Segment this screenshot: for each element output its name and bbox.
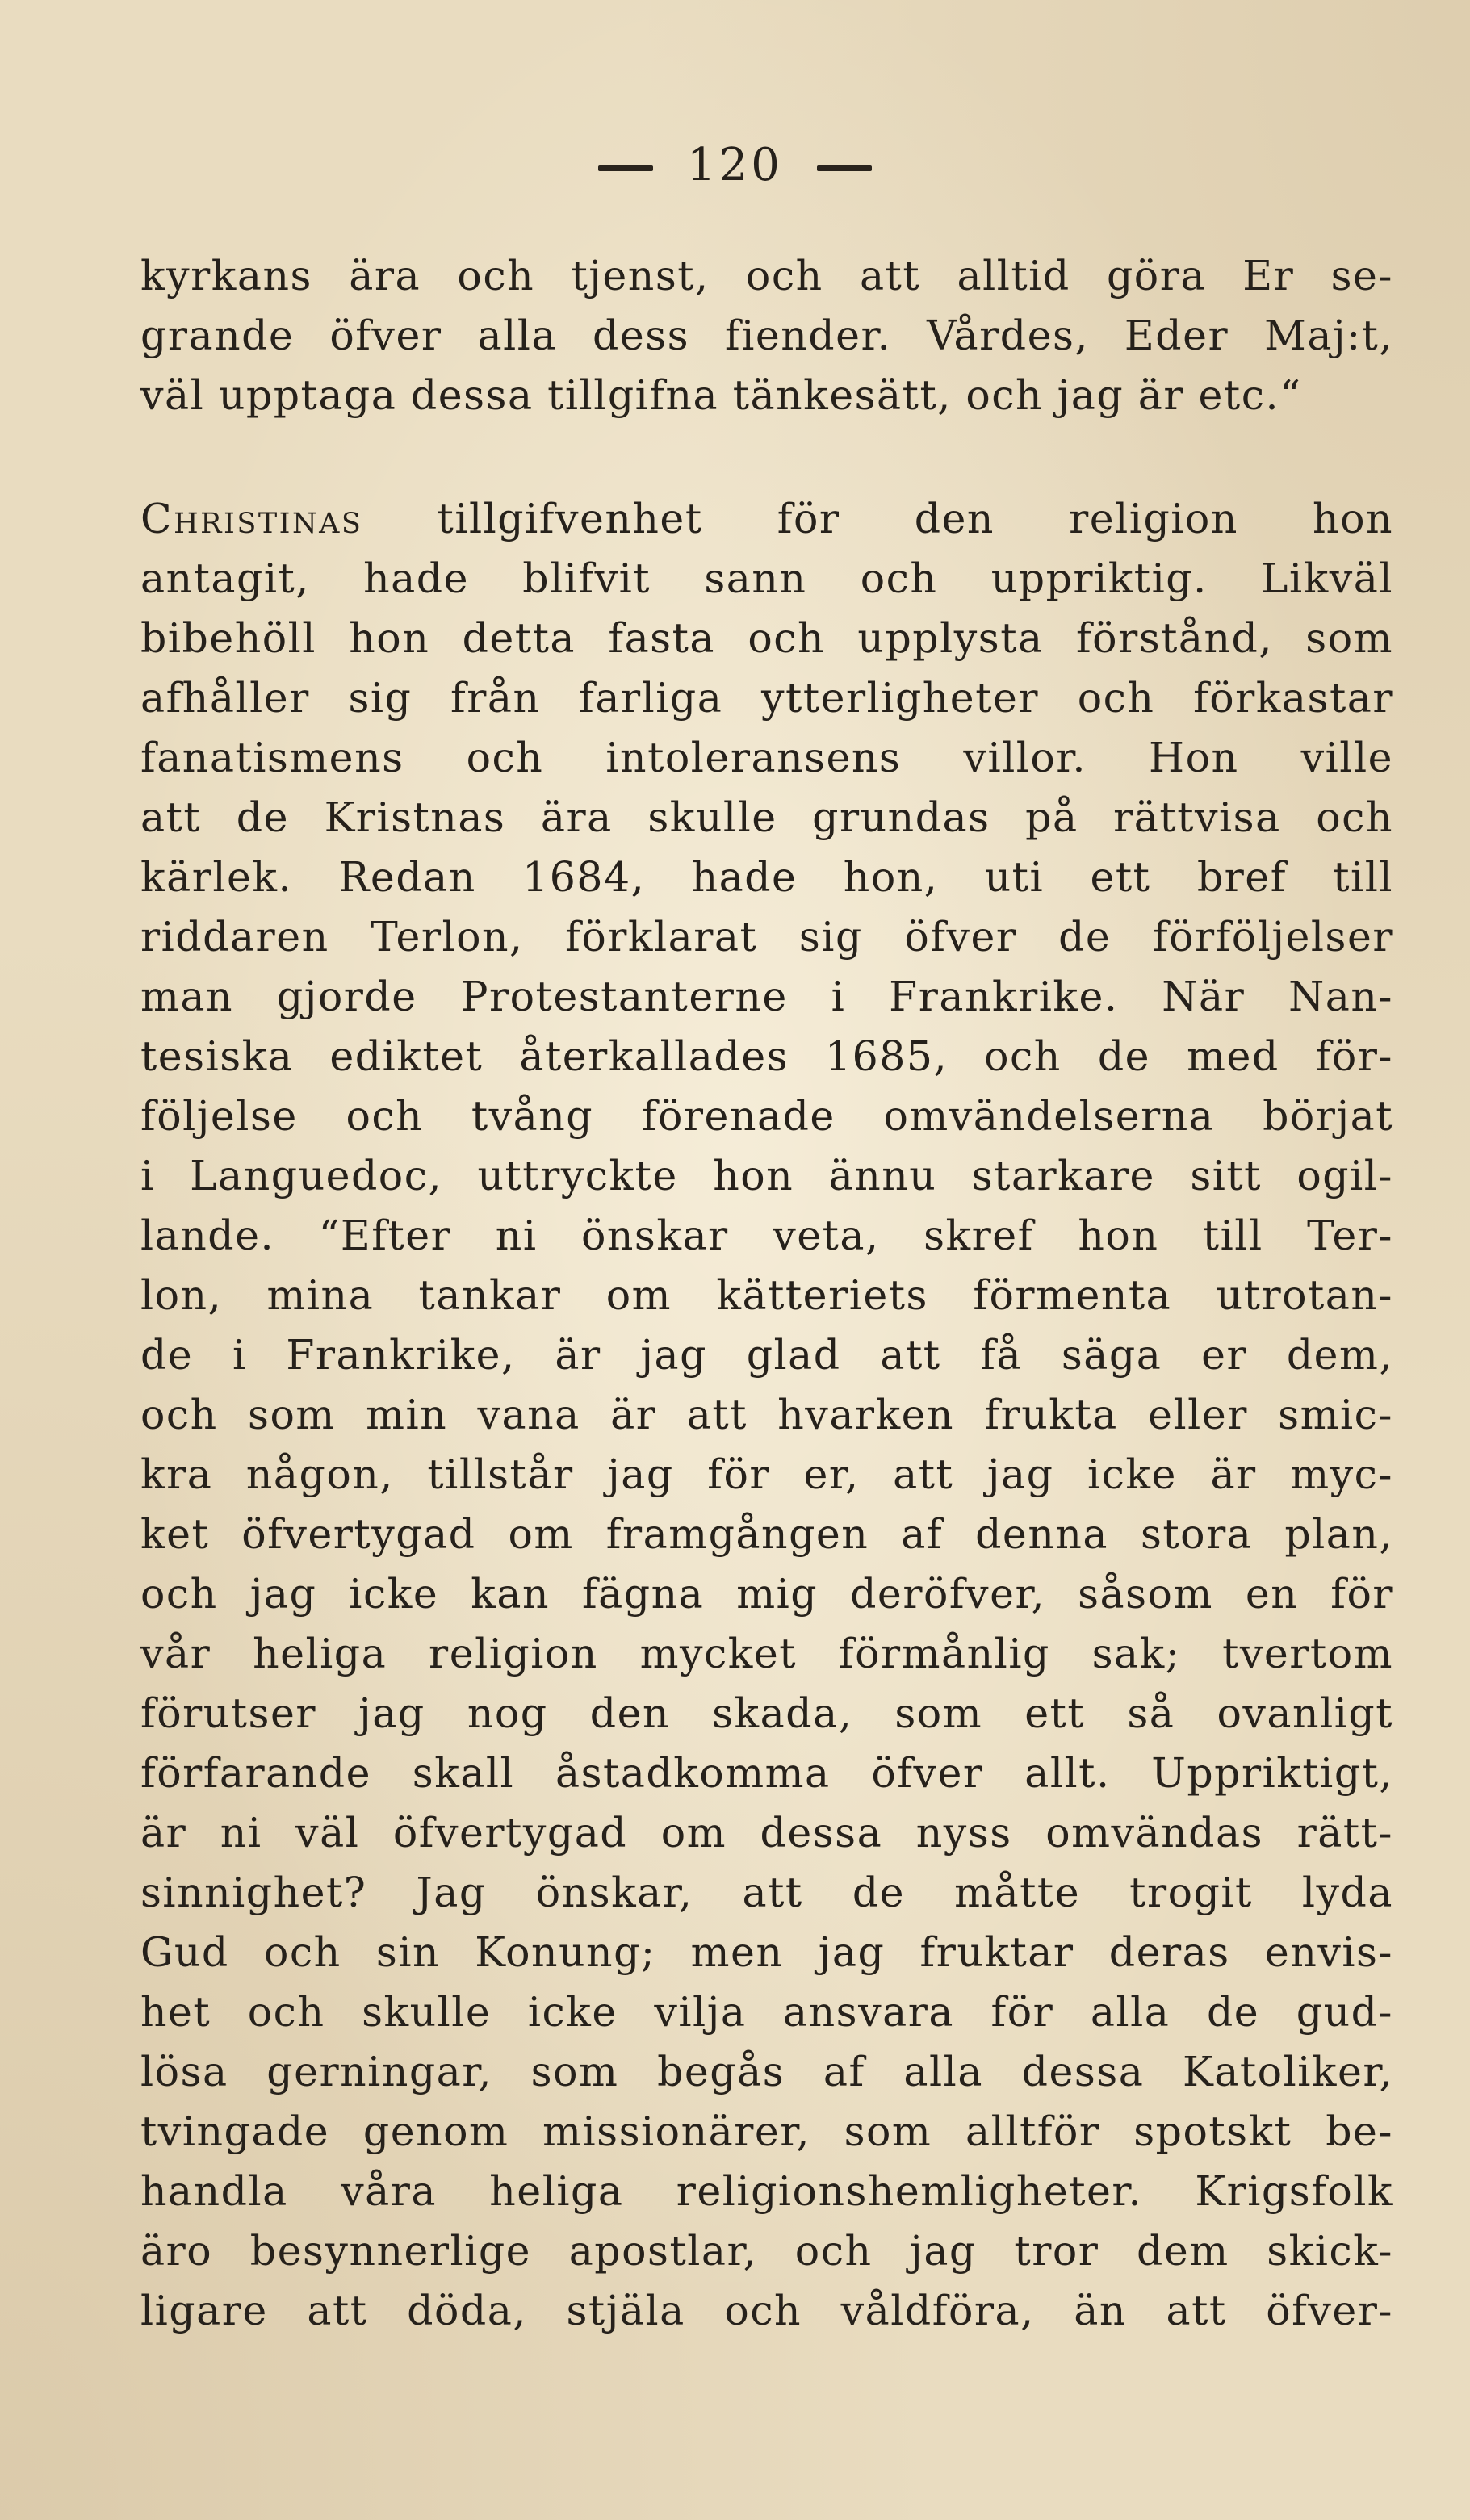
left-dash-ornament: [598, 165, 653, 171]
page-number: 120: [687, 139, 783, 191]
text-line: kra någon, tillstår jag för er, att jag icke är myc-: [140, 1450, 1393, 1498]
text-line: kärlek. Redan 1684, hade hon, uti ett bref till: [140, 853, 1393, 901]
text-line: väl upptaga dessa tillgifna tänkesätt, och jag är etc.“: [140, 371, 1302, 419]
text-line: följelse och tvång förenade omvändelserna börjat: [140, 1092, 1393, 1140]
lead-word: Christinas: [140, 495, 363, 542]
main-paragraph: [140, 489, 1393, 2341]
first-line-rest: tillgifvenhet för den religion hon: [362, 495, 1393, 542]
text-line: ket öfvertygad om framgången af denna stora plan,: [140, 1510, 1393, 1558]
text-line: lösa gerningar, som begås af alla dessa Katoliker,: [140, 2048, 1393, 2095]
text-line-first: [140, 489, 1393, 549]
page-header: [0, 137, 1470, 194]
text-line: de i Frankrike, är jag glad att få säga er dem,: [140, 1331, 1393, 1379]
text-line: bibehöll hon detta fasta och upplysta förstånd, som: [140, 614, 1393, 662]
text-line: grande öfver alla dess fiender. Vårdes, Eder Maj:t,: [140, 312, 1393, 359]
text-line: kyrkans ära och tjenst, och att alltid göra Er se-: [140, 252, 1393, 299]
text-line: Gud och sin Konung; men jag fruktar deras envis-: [140, 1928, 1393, 1976]
text-line: het och skulle icke vilja ansvara för alla de gud-: [140, 1988, 1393, 2036]
text-line: förfarande skall åstadkomma öfver allt. Uppriktigt,: [140, 1749, 1393, 1797]
opening-paragraph: [140, 246, 1393, 425]
right-dash-ornament: [817, 165, 872, 171]
text-line: äro besynnerlige apostlar, och jag tror dem skick-: [140, 2227, 1393, 2275]
text-line: man gjorde Protestanterne i Frankrike. När Nan-: [140, 973, 1393, 1020]
text-line: och som min vana är att hvarken frukta eller smic-: [140, 1391, 1393, 1438]
text-line: i Languedoc, uttryckte hon ännu starkare sitt ogil-: [140, 1152, 1393, 1199]
text-line: vår heliga religion mycket förmånlig sak; tvertom: [140, 1630, 1393, 1677]
text-line: fanatismens och intoleransens villor. Hon ville: [140, 734, 1393, 781]
text-line: tesiska ediktet återkallades 1685, och de med för-: [140, 1032, 1393, 1080]
text-line: lon, mina tankar om kätteriets förmenta utrotan-: [140, 1271, 1393, 1319]
text-line: och jag icke kan fägna mig deröfver, såsom en för: [140, 1570, 1393, 1618]
text-line: riddaren Terlon, förklarat sig öfver de förföljelser: [140, 913, 1393, 961]
text-line: att de Kristnas ära skulle grundas på rättvisa och: [140, 793, 1393, 841]
text-line: tvingade genom missionärer, som alltför spotskt be-: [140, 2108, 1393, 2155]
text-line: handla våra heliga religionshemligheter. Krigsfolk: [140, 2167, 1393, 2215]
text-line: sinnighet? Jag önskar, att de måtte trogit lyda: [140, 1869, 1393, 1916]
text-line: lande. “Efter ni önskar veta, skref hon till Ter-: [140, 1212, 1393, 1259]
text-line: förutser jag nog den skada, som ett så ovanligt: [140, 1689, 1393, 1737]
text-line: antagit, hade blifvit sann och uppriktig. Likväl: [140, 555, 1393, 602]
text-line: afhåller sig från farliga ytterligheter och förkastar: [140, 674, 1393, 722]
text-line: ligare att döda, stjäla och våldföra, än att öfver-: [140, 2287, 1393, 2334]
text-line: är ni väl öfvertygad om dessa nyss omvändas rätt-: [140, 1809, 1393, 1857]
